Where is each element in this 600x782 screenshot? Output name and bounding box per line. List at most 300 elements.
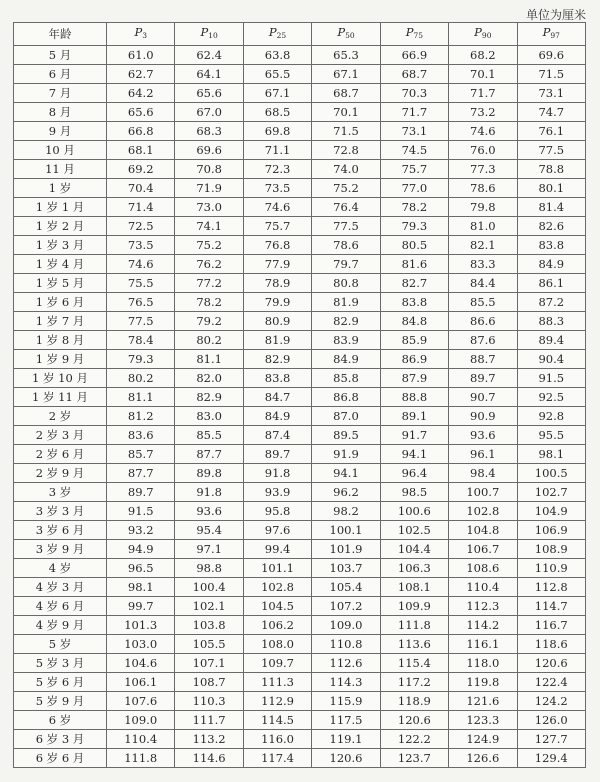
value-cell: 86.9: [380, 350, 448, 369]
value-cell: 65.6: [107, 103, 175, 122]
value-cell: 104.5: [243, 597, 311, 616]
value-cell: 67.1: [243, 84, 311, 103]
value-cell: 70.3: [380, 84, 448, 103]
value-cell: 71.7: [449, 84, 517, 103]
value-cell: 108.1: [380, 578, 448, 597]
value-cell: 109.7: [243, 654, 311, 673]
value-cell: 89.5: [312, 426, 380, 445]
table-row: [14, 350, 586, 369]
value-cell: 93.6: [175, 502, 243, 521]
value-cell: 67.1: [312, 65, 380, 84]
value-cell: 118.6: [517, 635, 585, 654]
value-cell: 100.6: [380, 502, 448, 521]
value-cell: 84.8: [380, 312, 448, 331]
value-cell: 82.6: [517, 217, 585, 236]
value-cell: 109.0: [312, 616, 380, 635]
value-cell: 123.7: [380, 749, 448, 768]
value-cell: 80.5: [380, 236, 448, 255]
value-cell: 84.7: [243, 388, 311, 407]
value-cell: 90.7: [449, 388, 517, 407]
value-cell: 81.9: [243, 331, 311, 350]
value-cell: 118.0: [449, 654, 517, 673]
value-cell: 65.6: [175, 84, 243, 103]
value-cell: 112.6: [312, 654, 380, 673]
value-cell: 111.3: [243, 673, 311, 692]
unit-note: 单位为厘米: [525, 8, 586, 22]
value-cell: 89.7: [107, 483, 175, 502]
value-cell: 110.9: [517, 559, 585, 578]
table-row: [14, 559, 586, 578]
value-cell: 79.3: [380, 217, 448, 236]
value-cell: 75.5: [107, 274, 175, 293]
value-cell: 126.0: [517, 711, 585, 730]
value-cell: 82.1: [449, 236, 517, 255]
age-cell: 1 岁: [14, 179, 107, 198]
age-cell: 1 岁 11 月: [14, 388, 107, 407]
value-cell: 84.9: [312, 350, 380, 369]
age-cell: 10 月: [14, 141, 107, 160]
value-cell: 102.5: [380, 521, 448, 540]
value-cell: 71.9: [175, 179, 243, 198]
value-cell: 73.0: [175, 198, 243, 217]
value-cell: 89.8: [175, 464, 243, 483]
value-cell: 85.5: [449, 293, 517, 312]
value-cell: 78.2: [380, 198, 448, 217]
value-cell: 85.9: [380, 331, 448, 350]
value-cell: 71.1: [243, 141, 311, 160]
value-cell: 69.6: [517, 46, 585, 65]
value-cell: 81.4: [517, 198, 585, 217]
age-cell: 1 岁 2 月: [14, 217, 107, 236]
age-cell: 3 岁: [14, 483, 107, 502]
value-cell: 83.9: [312, 331, 380, 350]
value-cell: 68.2: [449, 46, 517, 65]
value-cell: 62.4: [175, 46, 243, 65]
value-cell: 100.1: [312, 521, 380, 540]
value-cell: 100.5: [517, 464, 585, 483]
value-cell: 76.1: [517, 122, 585, 141]
value-cell: 77.3: [449, 160, 517, 179]
value-cell: 107.1: [175, 654, 243, 673]
col-header-p10: $P_{10}$: [175, 23, 243, 46]
value-cell: 100.4: [175, 578, 243, 597]
col-header-p90: $P_{90}$: [449, 23, 517, 46]
value-cell: 64.2: [107, 84, 175, 103]
value-cell: 76.0: [449, 141, 517, 160]
value-cell: 112.8: [517, 578, 585, 597]
age-cell: 6 岁: [14, 711, 107, 730]
age-cell: 1 岁 10 月: [14, 369, 107, 388]
table-row: [14, 274, 586, 293]
table-row: [14, 654, 586, 673]
value-cell: 94.1: [312, 464, 380, 483]
table-row: [14, 426, 586, 445]
age-cell: 2 岁 3 月: [14, 426, 107, 445]
value-cell: 109.9: [380, 597, 448, 616]
value-cell: 79.2: [175, 312, 243, 331]
value-cell: 66.9: [380, 46, 448, 65]
value-cell: 74.6: [243, 198, 311, 217]
value-cell: 70.1: [449, 65, 517, 84]
value-cell: 74.1: [175, 217, 243, 236]
value-cell: 88.8: [380, 388, 448, 407]
value-cell: 122.2: [380, 730, 448, 749]
value-cell: 73.2: [449, 103, 517, 122]
age-cell: 4 岁: [14, 559, 107, 578]
value-cell: 86.6: [449, 312, 517, 331]
value-cell: 111.8: [380, 616, 448, 635]
age-cell: 5 月: [14, 46, 107, 65]
value-cell: 81.0: [449, 217, 517, 236]
table-row: [14, 369, 586, 388]
value-cell: 91.7: [380, 426, 448, 445]
value-cell: 83.6: [107, 426, 175, 445]
table-row: [14, 692, 586, 711]
value-cell: 78.2: [175, 293, 243, 312]
age-cell: 3 岁 6 月: [14, 521, 107, 540]
value-cell: 101.1: [243, 559, 311, 578]
header-row: [14, 23, 586, 46]
value-cell: 82.0: [175, 369, 243, 388]
value-cell: 74.0: [312, 160, 380, 179]
age-cell: 1 岁 9 月: [14, 350, 107, 369]
value-cell: 101.3: [107, 616, 175, 635]
value-cell: 80.9: [243, 312, 311, 331]
value-cell: 70.1: [312, 103, 380, 122]
value-cell: 69.8: [243, 122, 311, 141]
value-cell: 104.9: [517, 502, 585, 521]
value-cell: 65.3: [312, 46, 380, 65]
value-cell: 77.5: [107, 312, 175, 331]
value-cell: 84.9: [517, 255, 585, 274]
value-cell: 110.8: [312, 635, 380, 654]
value-cell: 63.8: [243, 46, 311, 65]
value-cell: 87.4: [243, 426, 311, 445]
value-cell: 98.8: [175, 559, 243, 578]
value-cell: 100.7: [449, 483, 517, 502]
age-cell: 7 月: [14, 84, 107, 103]
value-cell: 82.9: [243, 350, 311, 369]
value-cell: 120.6: [380, 711, 448, 730]
value-cell: 89.1: [380, 407, 448, 426]
table-row: [14, 464, 586, 483]
table-row: [14, 160, 586, 179]
table-row: [14, 407, 586, 426]
value-cell: 106.2: [243, 616, 311, 635]
value-cell: 107.6: [107, 692, 175, 711]
value-cell: 64.1: [175, 65, 243, 84]
value-cell: 108.7: [175, 673, 243, 692]
value-cell: 82.7: [380, 274, 448, 293]
value-cell: 113.2: [175, 730, 243, 749]
value-cell: 73.1: [517, 84, 585, 103]
value-cell: 74.5: [380, 141, 448, 160]
table-row: [14, 730, 586, 749]
age-cell: 1 岁 4 月: [14, 255, 107, 274]
value-cell: 117.4: [243, 749, 311, 768]
value-cell: 116.1: [449, 635, 517, 654]
value-cell: 98.1: [517, 445, 585, 464]
value-cell: 78.6: [449, 179, 517, 198]
value-cell: 65.5: [243, 65, 311, 84]
value-cell: 120.6: [312, 749, 380, 768]
age-cell: 5 岁 6 月: [14, 673, 107, 692]
age-cell: 3 岁 3 月: [14, 502, 107, 521]
value-cell: 94.1: [380, 445, 448, 464]
table-row: [14, 293, 586, 312]
value-cell: 98.4: [449, 464, 517, 483]
value-cell: 87.9: [380, 369, 448, 388]
value-cell: 86.1: [517, 274, 585, 293]
value-cell: 75.7: [243, 217, 311, 236]
age-cell: 2 岁 6 月: [14, 445, 107, 464]
col-header-p97: $P_{97}$: [517, 23, 585, 46]
value-cell: 114.5: [243, 711, 311, 730]
value-cell: 80.1: [517, 179, 585, 198]
table-row: [14, 236, 586, 255]
col-header-p75: $P_{75}$: [380, 23, 448, 46]
value-cell: 79.8: [449, 198, 517, 217]
value-cell: 91.5: [517, 369, 585, 388]
value-cell: 102.8: [243, 578, 311, 597]
table-row: [14, 673, 586, 692]
value-cell: 82.9: [312, 312, 380, 331]
value-cell: 127.7: [517, 730, 585, 749]
value-cell: 83.8: [517, 236, 585, 255]
age-cell: 5 岁 3 月: [14, 654, 107, 673]
value-cell: 81.1: [107, 388, 175, 407]
value-cell: 74.6: [449, 122, 517, 141]
age-cell: 11 月: [14, 160, 107, 179]
value-cell: 108.6: [449, 559, 517, 578]
value-cell: 75.7: [380, 160, 448, 179]
value-cell: 121.6: [449, 692, 517, 711]
value-cell: 76.2: [175, 255, 243, 274]
value-cell: 103.0: [107, 635, 175, 654]
age-cell: 2 岁: [14, 407, 107, 426]
col-header-age: 年龄: [14, 23, 107, 46]
value-cell: 75.2: [312, 179, 380, 198]
age-cell: 4 岁 9 月: [14, 616, 107, 635]
table-row: [14, 597, 586, 616]
table-row: [14, 578, 586, 597]
age-cell: 5 岁 9 月: [14, 692, 107, 711]
value-cell: 98.5: [380, 483, 448, 502]
value-cell: 105.4: [312, 578, 380, 597]
value-cell: 98.2: [312, 502, 380, 521]
value-cell: 81.6: [380, 255, 448, 274]
value-cell: 95.5: [517, 426, 585, 445]
value-cell: 69.2: [107, 160, 175, 179]
value-cell: 124.2: [517, 692, 585, 711]
value-cell: 99.7: [107, 597, 175, 616]
table-body: [14, 46, 586, 768]
value-cell: 87.6: [449, 331, 517, 350]
value-cell: 96.2: [312, 483, 380, 502]
value-cell: 110.4: [107, 730, 175, 749]
value-cell: 83.8: [243, 369, 311, 388]
value-cell: 83.8: [380, 293, 448, 312]
table-row: [14, 198, 586, 217]
value-cell: 98.1: [107, 578, 175, 597]
value-cell: 115.4: [380, 654, 448, 673]
value-cell: 78.9: [243, 274, 311, 293]
value-cell: 80.8: [312, 274, 380, 293]
table-row: [14, 749, 586, 768]
table-row: [14, 388, 586, 407]
value-cell: 93.9: [243, 483, 311, 502]
value-cell: 72.5: [107, 217, 175, 236]
value-cell: 90.9: [449, 407, 517, 426]
value-cell: 76.5: [107, 293, 175, 312]
value-cell: 123.3: [449, 711, 517, 730]
age-cell: 6 月: [14, 65, 107, 84]
table-row: [14, 445, 586, 464]
value-cell: 69.6: [175, 141, 243, 160]
value-cell: 114.7: [517, 597, 585, 616]
value-cell: 96.5: [107, 559, 175, 578]
age-cell: 1 岁 8 月: [14, 331, 107, 350]
value-cell: 102.7: [517, 483, 585, 502]
value-cell: 114.6: [175, 749, 243, 768]
value-cell: 99.4: [243, 540, 311, 559]
value-cell: 89.7: [243, 445, 311, 464]
value-cell: 80.2: [175, 331, 243, 350]
value-cell: 120.6: [517, 654, 585, 673]
value-cell: 89.4: [517, 331, 585, 350]
value-cell: 78.4: [107, 331, 175, 350]
value-cell: 73.5: [107, 236, 175, 255]
value-cell: 91.9: [312, 445, 380, 464]
value-cell: 124.9: [449, 730, 517, 749]
value-cell: 83.0: [175, 407, 243, 426]
value-cell: 102.8: [449, 502, 517, 521]
value-cell: 81.9: [312, 293, 380, 312]
value-cell: 85.5: [175, 426, 243, 445]
table-row: [14, 65, 586, 84]
table-row: [14, 141, 586, 160]
table-row: [14, 711, 586, 730]
age-cell: 9 月: [14, 122, 107, 141]
value-cell: 68.5: [243, 103, 311, 122]
value-cell: 106.9: [517, 521, 585, 540]
value-cell: 91.5: [107, 502, 175, 521]
value-cell: 105.5: [175, 635, 243, 654]
value-cell: 91.8: [175, 483, 243, 502]
value-cell: 103.8: [175, 616, 243, 635]
value-cell: 88.3: [517, 312, 585, 331]
value-cell: 68.7: [380, 65, 448, 84]
value-cell: 101.9: [312, 540, 380, 559]
value-cell: 82.9: [175, 388, 243, 407]
table-row: [14, 217, 586, 236]
table-row: [14, 46, 586, 65]
value-cell: 119.1: [312, 730, 380, 749]
value-cell: 108.9: [517, 540, 585, 559]
value-cell: 72.3: [243, 160, 311, 179]
age-cell: 1 岁 7 月: [14, 312, 107, 331]
value-cell: 70.4: [107, 179, 175, 198]
age-cell: 6 岁 6 月: [14, 749, 107, 768]
height-percentile-table: [13, 22, 586, 768]
value-cell: 77.0: [380, 179, 448, 198]
value-cell: 68.7: [312, 84, 380, 103]
value-cell: 97.6: [243, 521, 311, 540]
value-cell: 84.9: [243, 407, 311, 426]
table-row: [14, 635, 586, 654]
value-cell: 104.6: [107, 654, 175, 673]
value-cell: 87.7: [175, 445, 243, 464]
value-cell: 108.0: [243, 635, 311, 654]
value-cell: 109.0: [107, 711, 175, 730]
value-cell: 126.6: [449, 749, 517, 768]
value-cell: 76.4: [312, 198, 380, 217]
table-row: [14, 502, 586, 521]
table-row: [14, 84, 586, 103]
value-cell: 76.8: [243, 236, 311, 255]
age-cell: 1 岁 3 月: [14, 236, 107, 255]
table-row: [14, 255, 586, 274]
value-cell: 106.1: [107, 673, 175, 692]
value-cell: 119.8: [449, 673, 517, 692]
value-cell: 71.4: [107, 198, 175, 217]
age-cell: 1 岁 5 月: [14, 274, 107, 293]
col-header-p50: $P_{50}$: [312, 23, 380, 46]
value-cell: 113.6: [380, 635, 448, 654]
age-cell: 1 岁 1 月: [14, 198, 107, 217]
value-cell: 117.2: [380, 673, 448, 692]
value-cell: 106.7: [449, 540, 517, 559]
value-cell: 111.8: [107, 749, 175, 768]
value-cell: 115.9: [312, 692, 380, 711]
value-cell: 88.7: [449, 350, 517, 369]
value-cell: 77.5: [517, 141, 585, 160]
age-cell: 4 岁 3 月: [14, 578, 107, 597]
value-cell: 77.2: [175, 274, 243, 293]
table-row: [14, 616, 586, 635]
value-cell: 79.3: [107, 350, 175, 369]
age-cell: 8 月: [14, 103, 107, 122]
value-cell: 96.4: [380, 464, 448, 483]
value-cell: 71.5: [312, 122, 380, 141]
value-cell: 75.2: [175, 236, 243, 255]
value-cell: 106.3: [380, 559, 448, 578]
age-cell: 3 岁 9 月: [14, 540, 107, 559]
value-cell: 67.0: [175, 103, 243, 122]
table-row: [14, 312, 586, 331]
value-cell: 95.8: [243, 502, 311, 521]
table-row: [14, 103, 586, 122]
value-cell: 116.7: [517, 616, 585, 635]
value-cell: 94.9: [107, 540, 175, 559]
value-cell: 114.3: [312, 673, 380, 692]
value-cell: 78.6: [312, 236, 380, 255]
value-cell: 74.6: [107, 255, 175, 274]
value-cell: 81.2: [107, 407, 175, 426]
value-cell: 68.1: [107, 141, 175, 160]
table-row: [14, 331, 586, 350]
value-cell: 70.8: [175, 160, 243, 179]
value-cell: 97.1: [175, 540, 243, 559]
value-cell: 114.2: [449, 616, 517, 635]
value-cell: 85.7: [107, 445, 175, 464]
value-cell: 116.0: [243, 730, 311, 749]
value-cell: 71.7: [380, 103, 448, 122]
value-cell: 72.8: [312, 141, 380, 160]
value-cell: 87.0: [312, 407, 380, 426]
value-cell: 111.7: [175, 711, 243, 730]
value-cell: 81.1: [175, 350, 243, 369]
